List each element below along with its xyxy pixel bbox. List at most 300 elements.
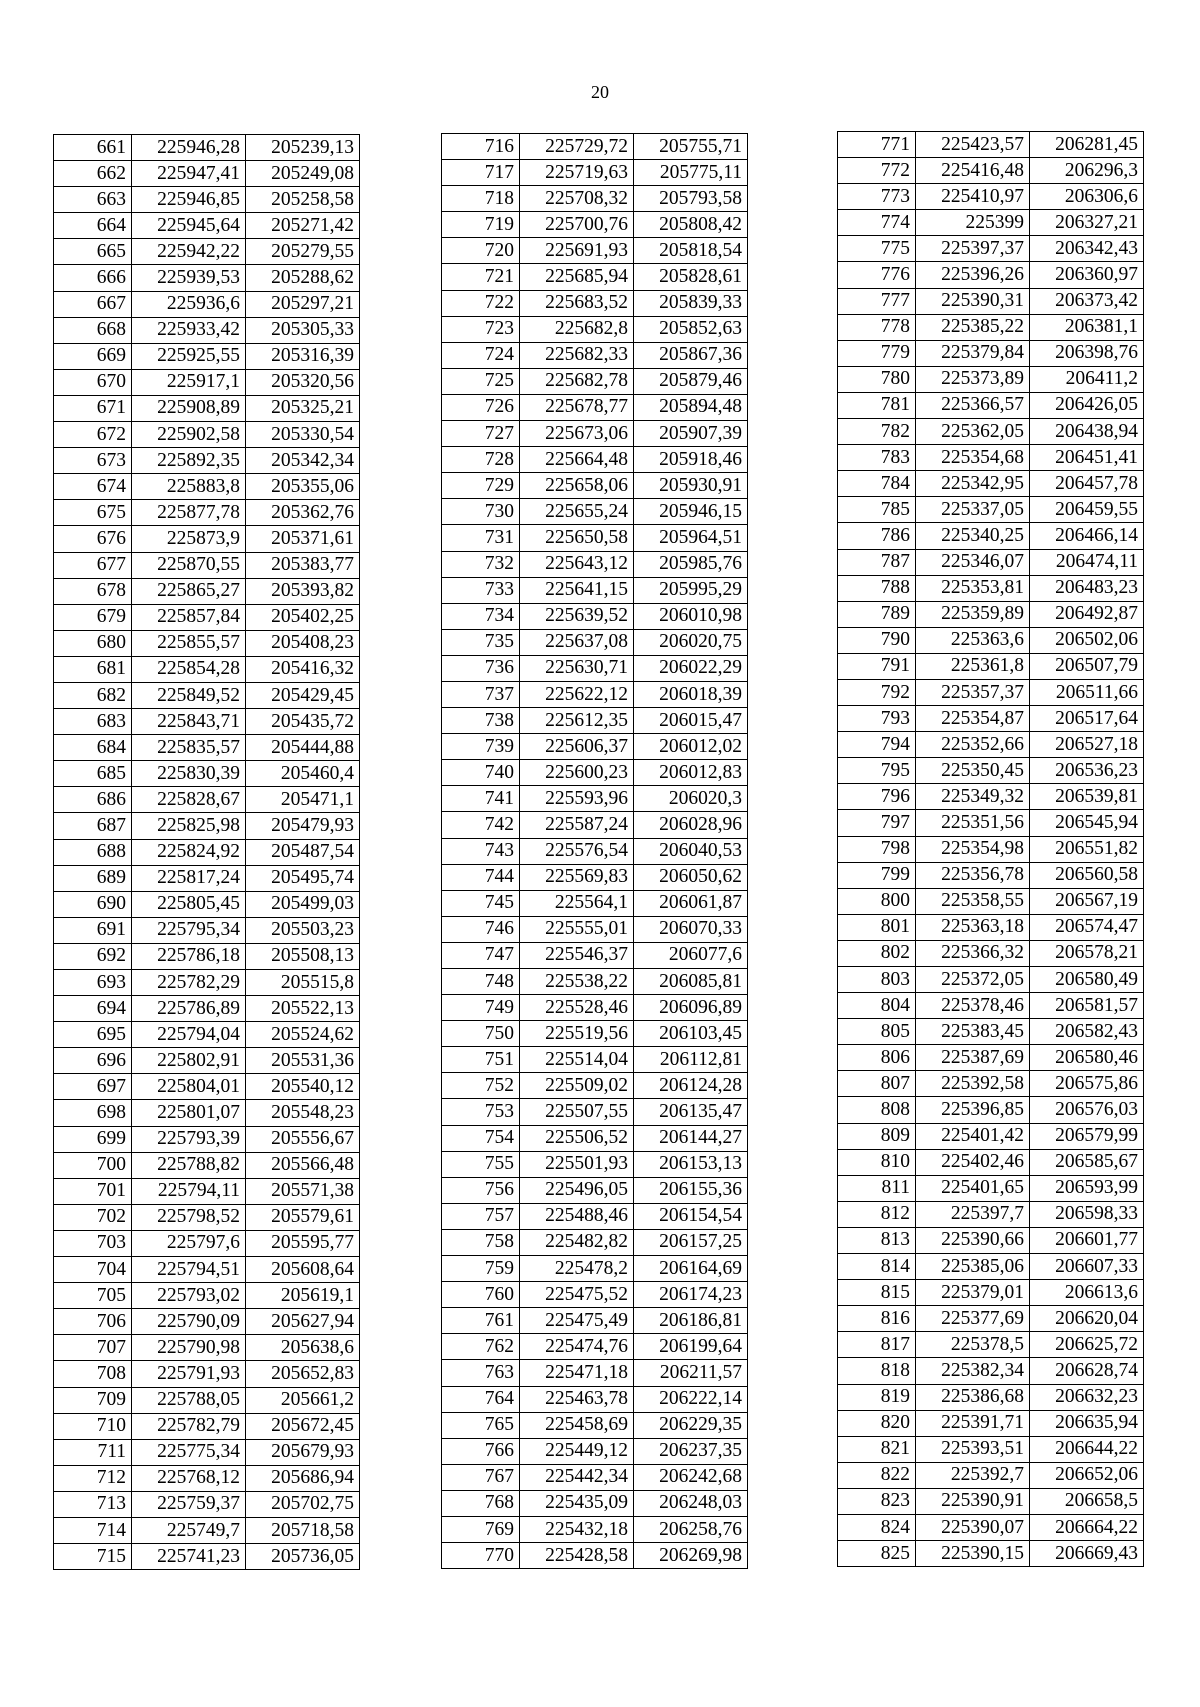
y-coordinate-cell: 205867,36 bbox=[634, 342, 748, 368]
table-row bbox=[442, 1073, 748, 1099]
x-coordinate-cell: 225387,69 bbox=[916, 1045, 1030, 1071]
x-coordinate-cell: 225946,85 bbox=[132, 187, 246, 213]
x-coordinate-cell: 225741,23 bbox=[132, 1544, 246, 1570]
x-coordinate-cell: 225390,91 bbox=[916, 1488, 1030, 1514]
table-row bbox=[442, 942, 748, 968]
x-coordinate-cell: 225337,05 bbox=[916, 497, 1030, 523]
table-row bbox=[54, 1465, 360, 1491]
y-coordinate-cell: 205487,54 bbox=[246, 839, 360, 865]
y-coordinate-cell: 206061,87 bbox=[634, 890, 748, 916]
point-number-cell: 814 bbox=[838, 1254, 916, 1280]
y-coordinate-cell: 206581,57 bbox=[1030, 993, 1144, 1019]
y-coordinate-cell: 206574,47 bbox=[1030, 914, 1144, 940]
point-number-cell: 703 bbox=[54, 1230, 132, 1256]
x-coordinate-cell: 225471,18 bbox=[520, 1360, 634, 1386]
y-coordinate-cell: 205652,83 bbox=[246, 1361, 360, 1387]
point-number-cell: 793 bbox=[838, 706, 916, 732]
table-row bbox=[54, 265, 360, 291]
coordinates-table-1 bbox=[53, 134, 360, 1570]
point-number-cell: 738 bbox=[442, 708, 520, 734]
point-number-cell: 673 bbox=[54, 448, 132, 474]
x-coordinate-cell: 225700,76 bbox=[520, 212, 634, 238]
y-coordinate-cell: 206015,47 bbox=[634, 708, 748, 734]
x-coordinate-cell: 225825,98 bbox=[132, 813, 246, 839]
table-row bbox=[838, 1019, 1144, 1045]
table-row bbox=[54, 161, 360, 187]
y-coordinate-cell: 205793,58 bbox=[634, 186, 748, 212]
y-coordinate-cell: 205355,06 bbox=[246, 474, 360, 500]
point-number-cell: 710 bbox=[54, 1413, 132, 1439]
x-coordinate-cell: 225682,78 bbox=[520, 368, 634, 394]
point-number-cell: 668 bbox=[54, 317, 132, 343]
table-row bbox=[838, 1227, 1144, 1253]
x-coordinate-cell: 225396,26 bbox=[916, 262, 1030, 288]
table-row bbox=[442, 1360, 748, 1386]
x-coordinate-cell: 225569,83 bbox=[520, 864, 634, 890]
x-coordinate-cell: 225458,69 bbox=[520, 1412, 634, 1438]
y-coordinate-cell: 206580,46 bbox=[1030, 1045, 1144, 1071]
table-row bbox=[838, 1045, 1144, 1071]
y-coordinate-cell: 206507,79 bbox=[1030, 653, 1144, 679]
x-coordinate-cell: 225612,35 bbox=[520, 708, 634, 734]
table-row bbox=[442, 916, 748, 942]
y-coordinate-cell: 205429,45 bbox=[246, 682, 360, 708]
point-number-cell: 747 bbox=[442, 942, 520, 968]
x-coordinate-cell: 225356,78 bbox=[916, 862, 1030, 888]
x-coordinate-cell: 225538,22 bbox=[520, 969, 634, 995]
point-number-cell: 798 bbox=[838, 836, 916, 862]
point-number-cell: 721 bbox=[442, 264, 520, 290]
table-row bbox=[442, 499, 748, 525]
point-number-cell: 711 bbox=[54, 1439, 132, 1465]
page-number: 20 bbox=[591, 82, 609, 102]
point-number-cell: 729 bbox=[442, 473, 520, 499]
point-number-cell: 823 bbox=[838, 1488, 916, 1514]
point-number-cell: 779 bbox=[838, 340, 916, 366]
table-row bbox=[838, 1332, 1144, 1358]
x-coordinate-cell: 225824,92 bbox=[132, 839, 246, 865]
point-number-cell: 789 bbox=[838, 601, 916, 627]
x-coordinate-cell: 225449,12 bbox=[520, 1438, 634, 1464]
x-coordinate-cell: 225798,52 bbox=[132, 1204, 246, 1230]
y-coordinate-cell: 205416,32 bbox=[246, 656, 360, 682]
table-row bbox=[838, 419, 1144, 445]
y-coordinate-cell: 205579,61 bbox=[246, 1204, 360, 1230]
x-coordinate-cell: 225474,76 bbox=[520, 1334, 634, 1360]
point-number-cell: 698 bbox=[54, 1100, 132, 1126]
x-coordinate-cell: 225782,79 bbox=[132, 1413, 246, 1439]
x-coordinate-cell: 225393,51 bbox=[916, 1436, 1030, 1462]
table-row bbox=[838, 601, 1144, 627]
point-number-cell: 728 bbox=[442, 447, 520, 473]
table-row bbox=[838, 184, 1144, 210]
x-coordinate-cell: 225855,57 bbox=[132, 630, 246, 656]
x-coordinate-cell: 225435,09 bbox=[520, 1490, 634, 1516]
y-coordinate-cell: 206248,03 bbox=[634, 1490, 748, 1516]
y-coordinate-cell: 206269,98 bbox=[634, 1543, 748, 1569]
x-coordinate-cell: 225363,6 bbox=[916, 627, 1030, 653]
point-number-cell: 666 bbox=[54, 265, 132, 291]
x-coordinate-cell: 225873,9 bbox=[132, 526, 246, 552]
x-coordinate-cell: 225883,8 bbox=[132, 474, 246, 500]
point-number-cell: 716 bbox=[442, 134, 520, 160]
table-row bbox=[54, 1283, 360, 1309]
y-coordinate-cell: 205918,46 bbox=[634, 447, 748, 473]
point-number-cell: 697 bbox=[54, 1074, 132, 1100]
x-coordinate-cell: 225377,69 bbox=[916, 1306, 1030, 1332]
x-coordinate-cell: 225658,06 bbox=[520, 473, 634, 499]
table-row bbox=[838, 1462, 1144, 1488]
y-coordinate-cell: 206539,81 bbox=[1030, 784, 1144, 810]
x-coordinate-cell: 225350,45 bbox=[916, 758, 1030, 784]
y-coordinate-cell: 206012,02 bbox=[634, 734, 748, 760]
y-coordinate-cell: 205995,29 bbox=[634, 577, 748, 603]
table-row bbox=[54, 813, 360, 839]
x-coordinate-cell: 225793,02 bbox=[132, 1283, 246, 1309]
x-coordinate-cell: 225351,56 bbox=[916, 810, 1030, 836]
point-number-cell: 731 bbox=[442, 525, 520, 551]
x-coordinate-cell: 225639,52 bbox=[520, 603, 634, 629]
point-number-cell: 772 bbox=[838, 158, 916, 184]
x-coordinate-cell: 225682,8 bbox=[520, 316, 634, 342]
point-number-cell: 764 bbox=[442, 1386, 520, 1412]
table-row bbox=[838, 679, 1144, 705]
point-number-cell: 726 bbox=[442, 394, 520, 420]
y-coordinate-cell: 206398,76 bbox=[1030, 340, 1144, 366]
table-row bbox=[442, 368, 748, 394]
table-row bbox=[54, 213, 360, 239]
table-row bbox=[54, 787, 360, 813]
table-row bbox=[838, 1384, 1144, 1410]
table-row bbox=[54, 1413, 360, 1439]
table-row bbox=[838, 471, 1144, 497]
y-coordinate-cell: 206373,42 bbox=[1030, 288, 1144, 314]
point-number-cell: 732 bbox=[442, 551, 520, 577]
point-number-cell: 800 bbox=[838, 888, 916, 914]
y-coordinate-cell: 206020,75 bbox=[634, 629, 748, 655]
y-coordinate-cell: 206426,05 bbox=[1030, 392, 1144, 418]
table-row bbox=[54, 735, 360, 761]
table-row bbox=[838, 236, 1144, 262]
x-coordinate-cell: 225507,55 bbox=[520, 1099, 634, 1125]
table-row bbox=[442, 734, 748, 760]
point-number-cell: 807 bbox=[838, 1071, 916, 1097]
table-row bbox=[54, 291, 360, 317]
x-coordinate-cell: 225392,58 bbox=[916, 1071, 1030, 1097]
x-coordinate-cell: 225478,2 bbox=[520, 1256, 634, 1282]
x-coordinate-cell: 225830,39 bbox=[132, 761, 246, 787]
y-coordinate-cell: 205297,21 bbox=[246, 291, 360, 317]
x-coordinate-cell: 225354,68 bbox=[916, 445, 1030, 471]
y-coordinate-cell: 205444,88 bbox=[246, 735, 360, 761]
table-row bbox=[442, 1412, 748, 1438]
y-coordinate-cell: 206457,78 bbox=[1030, 471, 1144, 497]
x-coordinate-cell: 225401,42 bbox=[916, 1123, 1030, 1149]
table-row bbox=[838, 392, 1144, 418]
x-coordinate-cell: 225729,72 bbox=[520, 134, 634, 160]
table-row bbox=[442, 838, 748, 864]
x-coordinate-cell: 225925,55 bbox=[132, 343, 246, 369]
table-row bbox=[54, 1544, 360, 1570]
table-row bbox=[54, 422, 360, 448]
y-coordinate-cell: 206381,1 bbox=[1030, 314, 1144, 340]
y-coordinate-cell: 206360,97 bbox=[1030, 262, 1144, 288]
table-row bbox=[442, 603, 748, 629]
y-coordinate-cell: 205566,48 bbox=[246, 1152, 360, 1178]
table-row bbox=[54, 1126, 360, 1152]
y-coordinate-cell: 205362,76 bbox=[246, 500, 360, 526]
y-coordinate-cell: 206342,43 bbox=[1030, 236, 1144, 262]
y-coordinate-cell: 206012,83 bbox=[634, 760, 748, 786]
table-row bbox=[442, 1125, 748, 1151]
x-coordinate-cell: 225378,46 bbox=[916, 993, 1030, 1019]
x-coordinate-cell: 225801,07 bbox=[132, 1100, 246, 1126]
x-coordinate-cell: 225790,98 bbox=[132, 1335, 246, 1361]
y-coordinate-cell: 205686,94 bbox=[246, 1465, 360, 1491]
table-row bbox=[54, 682, 360, 708]
point-number-cell: 733 bbox=[442, 577, 520, 603]
point-number-cell: 812 bbox=[838, 1201, 916, 1227]
y-coordinate-cell: 206635,94 bbox=[1030, 1410, 1144, 1436]
x-coordinate-cell: 225379,01 bbox=[916, 1280, 1030, 1306]
x-coordinate-cell: 225379,84 bbox=[916, 340, 1030, 366]
y-coordinate-cell: 205907,39 bbox=[634, 421, 748, 447]
x-coordinate-cell: 225397,37 bbox=[916, 236, 1030, 262]
point-number-cell: 757 bbox=[442, 1203, 520, 1229]
point-number-cell: 741 bbox=[442, 786, 520, 812]
table-row bbox=[838, 262, 1144, 288]
point-number-cell: 730 bbox=[442, 499, 520, 525]
x-coordinate-cell: 225373,89 bbox=[916, 366, 1030, 392]
y-coordinate-cell: 206164,69 bbox=[634, 1256, 748, 1282]
table-row bbox=[442, 577, 748, 603]
table-row bbox=[442, 316, 748, 342]
table-row bbox=[838, 366, 1144, 392]
y-coordinate-cell: 206096,89 bbox=[634, 995, 748, 1021]
x-coordinate-cell: 225794,04 bbox=[132, 1022, 246, 1048]
point-number-cell: 661 bbox=[54, 135, 132, 161]
y-coordinate-cell: 205288,62 bbox=[246, 265, 360, 291]
y-coordinate-cell: 205471,1 bbox=[246, 787, 360, 813]
x-coordinate-cell: 225383,45 bbox=[916, 1019, 1030, 1045]
point-number-cell: 787 bbox=[838, 549, 916, 575]
y-coordinate-cell: 206527,18 bbox=[1030, 732, 1144, 758]
point-number-cell: 805 bbox=[838, 1019, 916, 1045]
point-number-cell: 780 bbox=[838, 366, 916, 392]
y-coordinate-cell: 205818,54 bbox=[634, 238, 748, 264]
point-number-cell: 695 bbox=[54, 1022, 132, 1048]
y-coordinate-cell: 205383,77 bbox=[246, 552, 360, 578]
table-row bbox=[442, 1177, 748, 1203]
y-coordinate-cell: 205638,6 bbox=[246, 1335, 360, 1361]
table-row bbox=[442, 473, 748, 499]
table-row bbox=[442, 629, 748, 655]
table-row bbox=[442, 1490, 748, 1516]
point-number-cell: 750 bbox=[442, 1021, 520, 1047]
point-number-cell: 702 bbox=[54, 1204, 132, 1230]
table-row bbox=[54, 135, 360, 161]
table-row bbox=[442, 812, 748, 838]
table-row bbox=[442, 525, 748, 551]
point-number-cell: 775 bbox=[838, 236, 916, 262]
x-coordinate-cell: 225908,89 bbox=[132, 395, 246, 421]
point-number-cell: 688 bbox=[54, 839, 132, 865]
table-row bbox=[442, 212, 748, 238]
table-row bbox=[54, 395, 360, 421]
y-coordinate-cell: 206652,06 bbox=[1030, 1462, 1144, 1488]
x-coordinate-cell: 225396,85 bbox=[916, 1097, 1030, 1123]
point-number-cell: 704 bbox=[54, 1257, 132, 1283]
y-coordinate-cell: 206050,62 bbox=[634, 864, 748, 890]
x-coordinate-cell: 225361,8 bbox=[916, 653, 1030, 679]
x-coordinate-cell: 225719,63 bbox=[520, 160, 634, 186]
table-row bbox=[54, 996, 360, 1022]
table-row bbox=[838, 1254, 1144, 1280]
point-number-cell: 689 bbox=[54, 865, 132, 891]
x-coordinate-cell: 225942,22 bbox=[132, 239, 246, 265]
x-coordinate-cell: 225358,55 bbox=[916, 888, 1030, 914]
x-coordinate-cell: 225392,7 bbox=[916, 1462, 1030, 1488]
point-number-cell: 701 bbox=[54, 1178, 132, 1204]
y-coordinate-cell: 205548,23 bbox=[246, 1100, 360, 1126]
point-number-cell: 669 bbox=[54, 343, 132, 369]
point-number-cell: 709 bbox=[54, 1387, 132, 1413]
table-row bbox=[838, 497, 1144, 523]
x-coordinate-cell: 225857,84 bbox=[132, 604, 246, 630]
point-number-cell: 808 bbox=[838, 1097, 916, 1123]
y-coordinate-cell: 206466,14 bbox=[1030, 523, 1144, 549]
table-row bbox=[442, 1543, 748, 1569]
x-coordinate-cell: 225606,37 bbox=[520, 734, 634, 760]
y-coordinate-cell: 205316,39 bbox=[246, 343, 360, 369]
point-number-cell: 743 bbox=[442, 838, 520, 864]
point-number-cell: 773 bbox=[838, 184, 916, 210]
point-number-cell: 796 bbox=[838, 784, 916, 810]
y-coordinate-cell: 206502,06 bbox=[1030, 627, 1144, 653]
table-row bbox=[442, 186, 748, 212]
x-coordinate-cell: 225682,33 bbox=[520, 342, 634, 368]
point-number-cell: 784 bbox=[838, 471, 916, 497]
point-number-cell: 715 bbox=[54, 1544, 132, 1570]
point-number-cell: 679 bbox=[54, 604, 132, 630]
table-row bbox=[442, 995, 748, 1021]
point-number-cell: 774 bbox=[838, 210, 916, 236]
table-row bbox=[442, 1464, 748, 1490]
x-coordinate-cell: 225902,58 bbox=[132, 422, 246, 448]
point-number-cell: 781 bbox=[838, 392, 916, 418]
y-coordinate-cell: 206560,58 bbox=[1030, 862, 1144, 888]
x-coordinate-cell: 225593,96 bbox=[520, 786, 634, 812]
point-number-cell: 667 bbox=[54, 291, 132, 317]
table-row bbox=[442, 1308, 748, 1334]
x-coordinate-cell: 225390,15 bbox=[916, 1541, 1030, 1567]
y-coordinate-cell: 205672,45 bbox=[246, 1413, 360, 1439]
y-coordinate-cell: 205320,56 bbox=[246, 369, 360, 395]
point-number-cell: 783 bbox=[838, 445, 916, 471]
y-coordinate-cell: 206020,3 bbox=[634, 786, 748, 812]
table-row bbox=[838, 575, 1144, 601]
table-row bbox=[54, 1074, 360, 1100]
table-row bbox=[442, 1203, 748, 1229]
point-number-cell: 822 bbox=[838, 1462, 916, 1488]
x-coordinate-cell: 225496,05 bbox=[520, 1177, 634, 1203]
table-row bbox=[54, 239, 360, 265]
y-coordinate-cell: 205608,64 bbox=[246, 1257, 360, 1283]
point-number-cell: 761 bbox=[442, 1308, 520, 1334]
table-row bbox=[442, 264, 748, 290]
x-coordinate-cell: 225786,18 bbox=[132, 943, 246, 969]
y-coordinate-cell: 206144,27 bbox=[634, 1125, 748, 1151]
point-number-cell: 707 bbox=[54, 1335, 132, 1361]
x-coordinate-cell: 225768,12 bbox=[132, 1465, 246, 1491]
coordinates-table-2 bbox=[441, 133, 748, 1569]
y-coordinate-cell: 205879,46 bbox=[634, 368, 748, 394]
y-coordinate-cell: 206511,66 bbox=[1030, 679, 1144, 705]
y-coordinate-cell: 205894,48 bbox=[634, 394, 748, 420]
table-row bbox=[54, 317, 360, 343]
y-coordinate-cell: 206601,77 bbox=[1030, 1227, 1144, 1253]
point-number-cell: 705 bbox=[54, 1283, 132, 1309]
y-coordinate-cell: 205736,05 bbox=[246, 1544, 360, 1570]
table-row bbox=[838, 836, 1144, 862]
table-row bbox=[442, 551, 748, 577]
y-coordinate-cell: 205985,76 bbox=[634, 551, 748, 577]
table-row bbox=[54, 474, 360, 500]
table-row bbox=[54, 839, 360, 865]
x-coordinate-cell: 225933,42 bbox=[132, 317, 246, 343]
table-row bbox=[838, 210, 1144, 236]
x-coordinate-cell: 225528,46 bbox=[520, 995, 634, 1021]
x-coordinate-cell: 225359,89 bbox=[916, 601, 1030, 627]
x-coordinate-cell: 225877,78 bbox=[132, 500, 246, 526]
point-number-cell: 762 bbox=[442, 1334, 520, 1360]
point-number-cell: 685 bbox=[54, 761, 132, 787]
x-coordinate-cell: 225788,82 bbox=[132, 1152, 246, 1178]
y-coordinate-cell: 206242,68 bbox=[634, 1464, 748, 1490]
point-number-cell: 753 bbox=[442, 1099, 520, 1125]
table-row bbox=[54, 891, 360, 917]
point-number-cell: 821 bbox=[838, 1436, 916, 1462]
x-coordinate-cell: 225354,87 bbox=[916, 706, 1030, 732]
point-number-cell: 756 bbox=[442, 1177, 520, 1203]
point-number-cell: 687 bbox=[54, 813, 132, 839]
y-coordinate-cell: 205402,25 bbox=[246, 604, 360, 630]
x-coordinate-cell: 225843,71 bbox=[132, 709, 246, 735]
x-coordinate-cell: 225546,37 bbox=[520, 942, 634, 968]
point-number-cell: 742 bbox=[442, 812, 520, 838]
y-coordinate-cell: 206018,39 bbox=[634, 681, 748, 707]
x-coordinate-cell: 225390,66 bbox=[916, 1227, 1030, 1253]
x-coordinate-cell: 225945,64 bbox=[132, 213, 246, 239]
x-coordinate-cell: 225357,37 bbox=[916, 679, 1030, 705]
table-row bbox=[54, 604, 360, 630]
x-coordinate-cell: 225519,56 bbox=[520, 1021, 634, 1047]
table-row bbox=[442, 1099, 748, 1125]
table-row bbox=[442, 1282, 748, 1308]
point-number-cell: 765 bbox=[442, 1412, 520, 1438]
table-row bbox=[838, 288, 1144, 314]
y-coordinate-cell: 206438,94 bbox=[1030, 419, 1144, 445]
x-coordinate-cell: 225600,23 bbox=[520, 760, 634, 786]
point-number-cell: 769 bbox=[442, 1516, 520, 1542]
point-number-cell: 724 bbox=[442, 342, 520, 368]
y-coordinate-cell: 205718,58 bbox=[246, 1517, 360, 1543]
y-coordinate-cell: 206459,55 bbox=[1030, 497, 1144, 523]
y-coordinate-cell: 206658,5 bbox=[1030, 1488, 1144, 1514]
x-coordinate-cell: 225683,52 bbox=[520, 290, 634, 316]
point-number-cell: 671 bbox=[54, 395, 132, 421]
y-coordinate-cell: 206474,11 bbox=[1030, 549, 1144, 575]
